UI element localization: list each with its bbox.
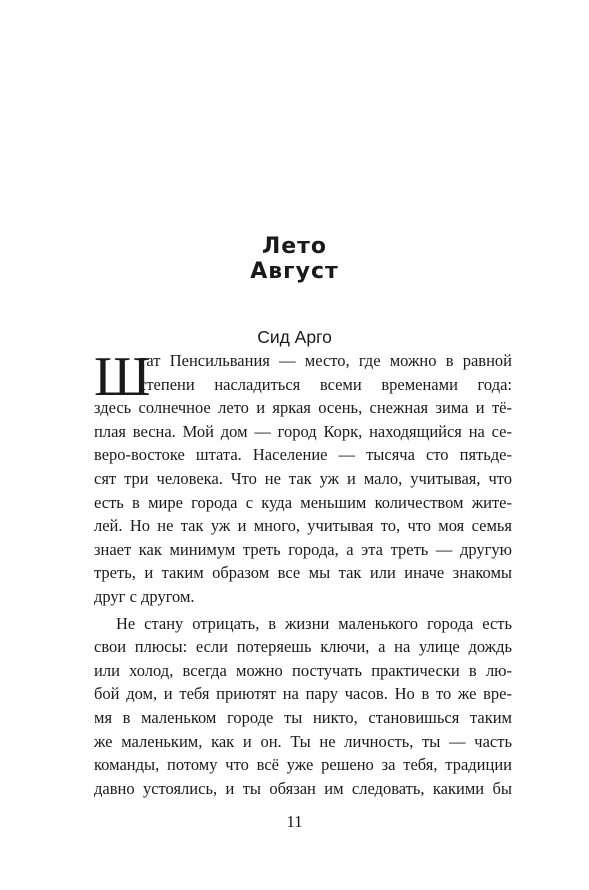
text-line: друг с другом. [94, 586, 195, 606]
text-line: степени насладиться всеми временами года: [139, 374, 512, 394]
text-line: треть, и таким образом все мы так или иначе знакомы [94, 563, 512, 583]
text-line: давно устоялись, и ты обязан им следовать, какими бы [94, 778, 512, 798]
text-line: мя в маленьком городе ты никто, становишься таким [94, 707, 512, 727]
drop-cap-letter: Ш [94, 346, 151, 408]
text-line: знает как минимум треть города, а эта треть — другую [94, 539, 512, 559]
text-line: бой дом, и тебя приютят на пару часов. Но в то же вре- [94, 684, 512, 704]
text-line: плая весна. Мой дом — город Корк, находящийся на се- [94, 421, 512, 441]
body-text [94, 346, 512, 800]
text-line: есть в мире города с куда меньшим количеством жите- [94, 492, 512, 512]
text-line: свои плюсы: если потеряешь ключи, а на улице дождь [94, 637, 512, 657]
text-line: сят три человека. Что не так уж и мало, учитывая, что [94, 468, 512, 488]
page-number: 11 [286, 812, 303, 831]
text-line: тат Пенсильвания — место, где можно в равной [139, 351, 512, 370]
section-title: Сид Арго [257, 327, 332, 347]
text-line: веро-востоке штата. Население — тысяча сто пятьде- [94, 445, 512, 465]
text-line: здесь солнечное лето и яркая осень, снежная зима и тё- [94, 398, 512, 418]
chapter-season-heading: Лето [261, 234, 328, 259]
text-line: или холод, всегда можно постучать практически в лю- [94, 660, 512, 680]
text-line: Не стану отрицать, в жизни маленького города есть [116, 613, 512, 633]
text-line: команды, потому что всё уже решено за тебя, традиции [94, 755, 512, 775]
chapter-month-heading: Август [250, 259, 339, 284]
text-line: лей. Но не так уж и много, учитывая то, что моя семья [94, 516, 512, 536]
text-line: же маленьким, как и он. Ты не личность, ты — часть [94, 731, 512, 751]
